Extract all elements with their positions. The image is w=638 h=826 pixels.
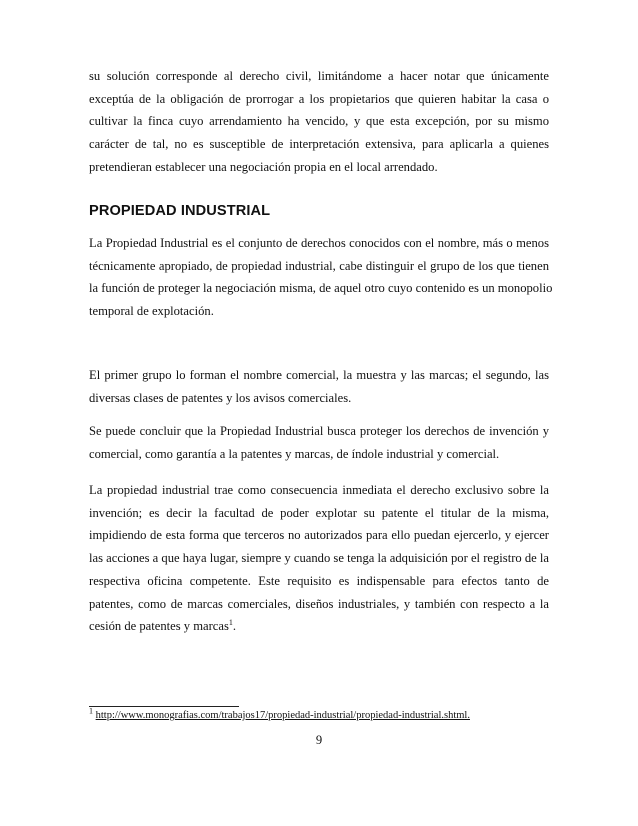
text-line: la función de proteger la negociación misma, de aquel otro cuyo contenido es un monopolio — [89, 281, 553, 296]
text-line: cultivar la finca cuyo arrendamiento ha vencido, y que esta excepción, por su mismo — [89, 114, 549, 129]
footnote-number: 1 — [89, 706, 93, 716]
text-line: pretendieran establecer una negociación propia en el local arrendado. — [89, 159, 438, 174]
text-line-content: cesión de patentes y marcas — [89, 619, 229, 634]
footnote-link[interactable]: http://www.monografias.com/trabajos17/propiedad-industrial/propiedad-industrial.shtml. — [95, 710, 470, 721]
text-line: temporal de explotación. — [89, 304, 214, 319]
text-line: exceptúa de la obligación de prorrogar a los propietarios que quieren habitar la casa o — [89, 91, 549, 106]
paragraph-groups — [89, 364, 549, 409]
text-line: invención; es decir la facultad de poder explotar su patente el titular de la misma, — [89, 505, 549, 520]
text-line: La Propiedad Industrial es el conjunto de derechos conocidos con el nombre, más o menos — [89, 236, 549, 250]
section-heading: PROPIEDAD INDUSTRIAL — [89, 203, 271, 219]
paragraph-consequence — [89, 479, 549, 638]
text-line: La propiedad industrial trae como consecuencia inmediata el derecho exclusivo sobre la — [89, 483, 549, 497]
text-line: El primer grupo lo forman el nombre comercial, la muestra y las marcas; el segundo, las — [89, 368, 549, 382]
text-line — [89, 615, 549, 638]
text-line: impidiendo de esta forma que terceros no autorizados para ello puedan ejercerlo, y ejercer — [89, 528, 549, 543]
paragraph-intro — [89, 65, 549, 179]
text-line: comercial, como garantía a la patentes y marcas, de índole industrial y comercial. — [89, 446, 500, 461]
sentence-end: . — [232, 619, 237, 634]
text-line: patentes, como de marcas comerciales, diseños industriales, y también con respecto a la — [89, 596, 549, 611]
text-line: carácter de tal, no es susceptible de interpretación extensiva, para aplicarla a quienes — [89, 137, 549, 152]
text-line: las acciones a que haya lugar, siempre y cuando se tenga la adquisición por el registro de la — [89, 551, 549, 566]
page-number: 9 — [315, 733, 323, 747]
footnote-separator — [89, 706, 239, 707]
paragraph-conclusion — [89, 420, 549, 465]
text-line: técnicamente apropiado, de propiedad industrial, cabe distinguir el grupo de los que tienen — [89, 258, 549, 273]
text-line: su solución corresponde al derecho civil, limitándome a hacer notar que únicamente — [89, 69, 549, 83]
text-line: respectiva oficina competente. Este requisito es indispensable para efectos tanto de — [89, 573, 549, 588]
footnote — [89, 706, 470, 721]
footnote-reference[interactable]: 1 — [228, 618, 233, 628]
paragraph-definition — [89, 232, 553, 323]
text-line: diversas clases de patentes y los avisos comerciales. — [89, 390, 352, 405]
text-line: Se puede concluir que la Propiedad Industrial busca proteger los derechos de invención y — [89, 424, 549, 438]
